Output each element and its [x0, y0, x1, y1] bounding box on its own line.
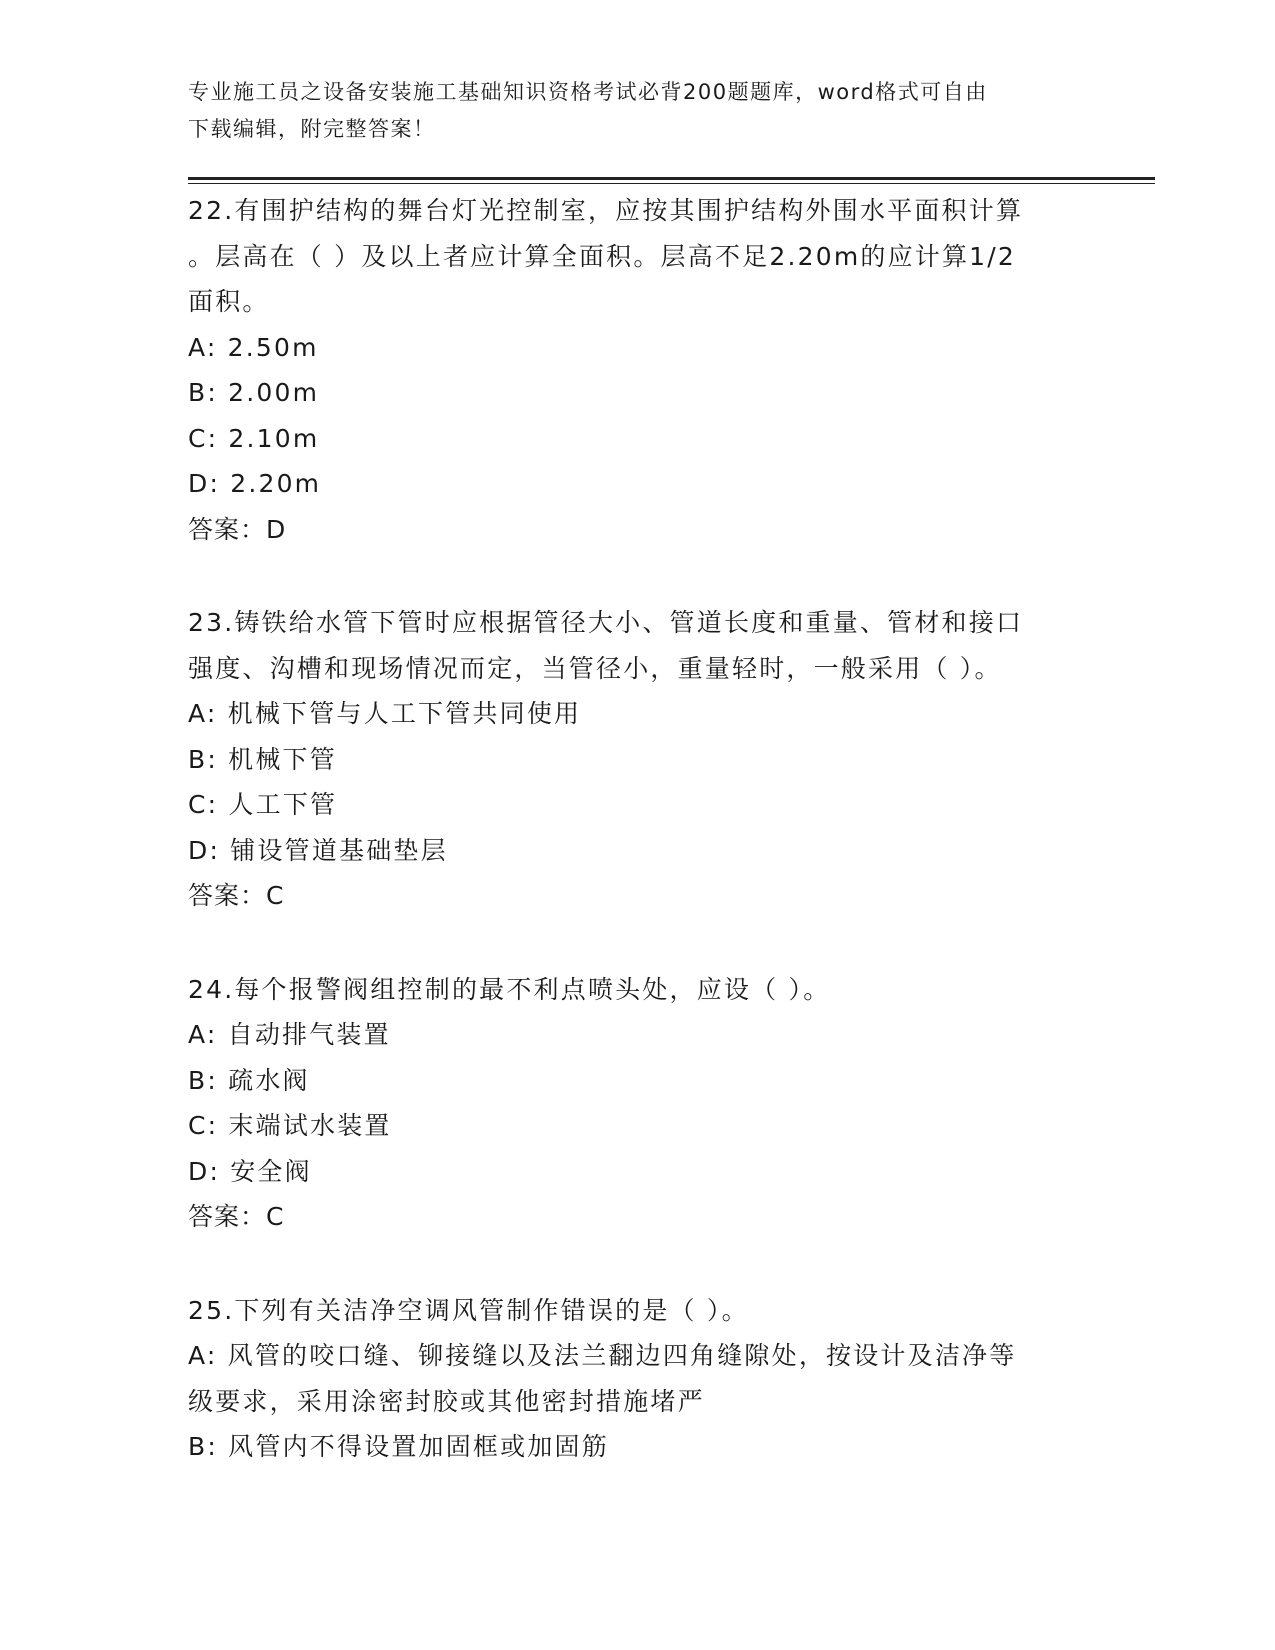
- header-divider-thin: [188, 183, 1155, 184]
- question-24: [188, 967, 1088, 1240]
- question-list: [188, 188, 1088, 1518]
- question-stem-line: 22.有围护结构的舞台灯光控制室，应按其围护结构外围水平面积计算: [188, 196, 1024, 225]
- answer-line: 答案：C: [188, 1202, 285, 1231]
- option-a: A: 机械下管与人工下管共同使用: [188, 699, 582, 728]
- option-b: B: 机械下管: [188, 744, 337, 774]
- option-b: B: 疏水阀: [188, 1065, 310, 1095]
- question-stem-line: 24.每个报警阀组控制的最不利点喷头处，应设（ ）。: [188, 974, 831, 1004]
- answer-line: 答案：C: [188, 881, 285, 910]
- question-stem-line: 23.铸铁给水管下管时应根据管径大小、管道长度和重量、管材和接口: [188, 608, 1024, 637]
- option-b: B: 风管内不得设置加固框或加固筋: [188, 1432, 609, 1461]
- question-22: [188, 188, 1088, 552]
- option-d: D: 铺设管道基础垫层: [188, 835, 448, 865]
- question-stem-line: 25.下列有关洁净空调风管制作错误的是（ ）。: [188, 1295, 749, 1325]
- option-c: C: 2.10m: [188, 423, 320, 453]
- option-a: A: 自动排气装置: [188, 1020, 391, 1049]
- answer-line: 答案：D: [188, 514, 287, 544]
- option-d: D: 安全阀: [188, 1156, 312, 1186]
- header-line-2: 下载编辑，附完整答案！: [188, 117, 436, 141]
- header-divider-thick: [188, 177, 1155, 180]
- option-a: A: 风管的咬口缝、铆接缝以及法兰翻边四角缝隙处，按设计及洁净等: [188, 1341, 1017, 1370]
- header-line-1: 专业施工员之设备安装施工基础知识资格考试必背200题题库，word格式可自由: [188, 80, 988, 104]
- question-stem-line: 。层高在（ ）及以上者应计算全面积。层高不足2.20m的应计算1/2: [188, 241, 1017, 271]
- option-b: B: 2.00m: [188, 378, 320, 407]
- question-25: [188, 1288, 1088, 1470]
- option-a: A: 2.50m: [188, 332, 319, 362]
- option-d: D: 2.20m: [188, 469, 322, 498]
- option-c: C: 末端试水装置: [188, 1111, 392, 1140]
- option-a-continued: 级要求，采用涂密封胶或其他密封措施堵严: [188, 1386, 705, 1416]
- option-c: C: 人工下管: [188, 790, 338, 819]
- question-stem-line: 面积。: [188, 287, 270, 316]
- document-header: [188, 74, 1088, 148]
- question-stem-line: 强度、沟槽和现场情况而定，当管径小，重量轻时，一般采用（ ）。: [188, 653, 1002, 683]
- question-23: [188, 600, 1088, 919]
